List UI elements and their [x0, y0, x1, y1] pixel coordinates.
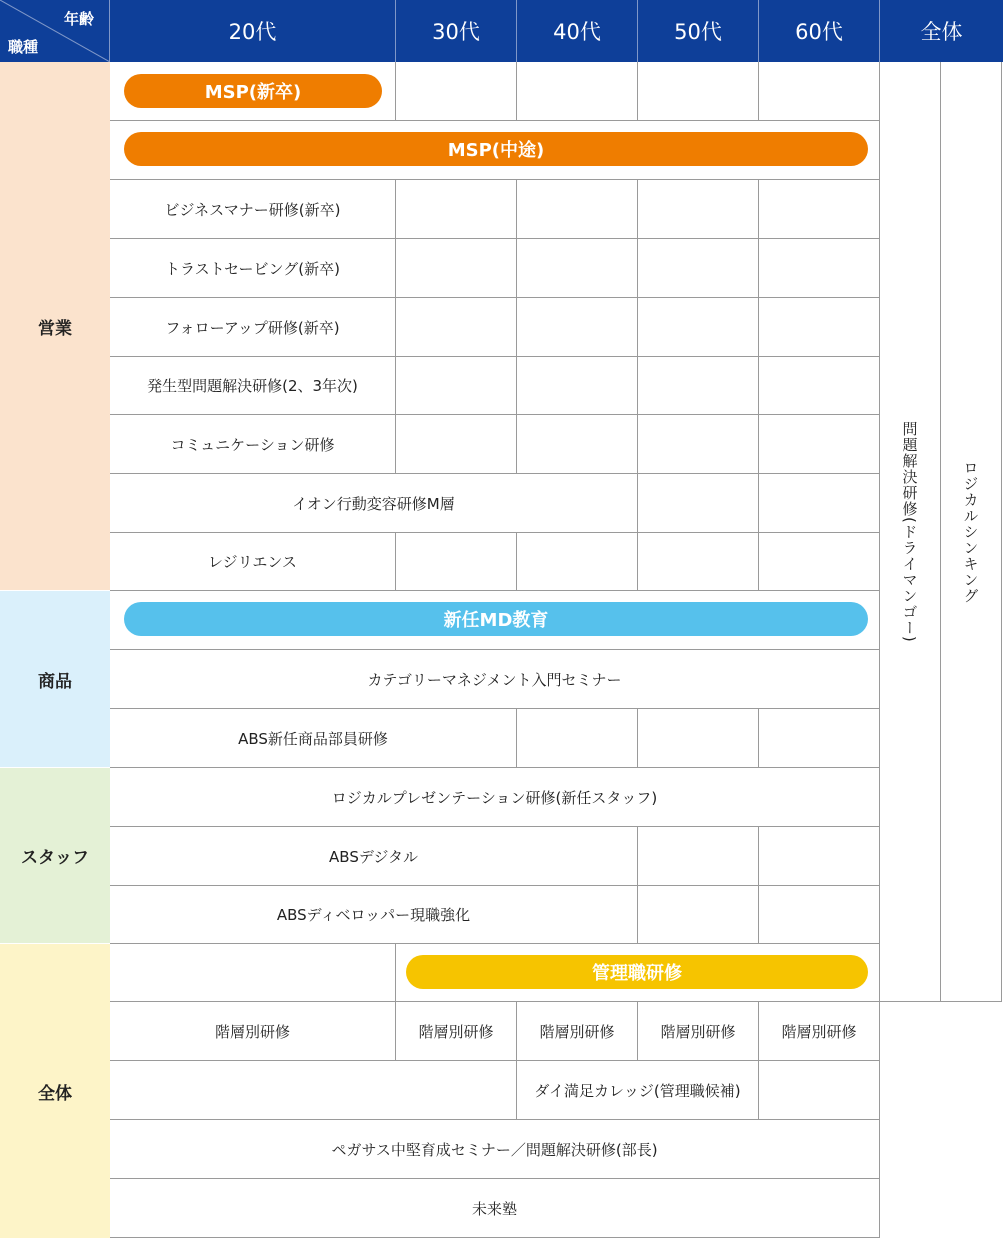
cell-r8-50s	[638, 474, 759, 533]
cell-r6-50s	[638, 357, 759, 415]
header-corner	[0, 0, 110, 62]
corner-age-label: 年齢	[64, 10, 95, 28]
row-problem-gen: 発生型問題解決研修(2、3年次)	[110, 357, 396, 415]
cell-r7-30s	[396, 415, 517, 474]
new-md-bar: 新任MD教育	[124, 602, 868, 636]
tier-training-20s: 階層別研修	[110, 1002, 396, 1061]
manager-training-bar: 管理職研修	[406, 955, 868, 989]
row-trust-saving: トラストセービング(新卒)	[110, 239, 396, 298]
cell-r12-60s	[759, 709, 880, 768]
cell-r1-40s	[517, 62, 638, 121]
header-20s: 20代	[110, 0, 396, 62]
header-40s: 40代	[517, 0, 638, 62]
cell-r3-50s	[638, 180, 759, 239]
cell-r3-60s	[759, 180, 880, 239]
cell-r9-60s	[759, 533, 880, 591]
cell-r4-50s	[638, 239, 759, 298]
row-logical-presentation: ロジカルプレゼンテーション研修(新任スタッフ)	[110, 768, 880, 827]
row-abs-developer: ABSディベロッパー現職強化	[110, 886, 638, 944]
cell-r9-40s	[517, 533, 638, 591]
cell-r7-50s	[638, 415, 759, 474]
tier-training-60s: 階層別研修	[759, 1002, 880, 1061]
header-all: 全体	[880, 0, 1003, 62]
tier-training-40s: 階層別研修	[517, 1002, 638, 1061]
row-category-mgmt: カテゴリーマネジメント入門セミナー	[110, 650, 880, 709]
row-aeon-behavior: イオン行動変容研修M層	[110, 474, 638, 533]
cell-r6-30s	[396, 357, 517, 415]
vertical-problem-solving: 問題解決研修(ドライマンゴー)	[880, 62, 941, 1002]
cell-r4-40s	[517, 239, 638, 298]
cell-r6-40s	[517, 357, 638, 415]
cell-r5-40s	[517, 298, 638, 357]
cell-r5-30s	[396, 298, 517, 357]
cell-r6-60s	[759, 357, 880, 415]
cell-r7-40s	[517, 415, 638, 474]
cell-r1-60s	[759, 62, 880, 121]
row-pegasus: ペガサス中堅育成セミナー／問題解決研修(部長)	[110, 1120, 880, 1179]
cell-r14-50s	[638, 827, 759, 886]
row-mirai: 未来塾	[110, 1179, 880, 1238]
header-60s: 60代	[759, 0, 880, 62]
cell-r15-50s	[638, 886, 759, 944]
category-product: 商品	[0, 591, 110, 768]
cell-r12-40s	[517, 709, 638, 768]
row-biz-manner: ビジネスマナー研修(新卒)	[110, 180, 396, 239]
row-communication: コミュニケーション研修	[110, 415, 396, 474]
cell-r4-60s	[759, 239, 880, 298]
row-resilience: レジリエンス	[110, 533, 396, 591]
cell-r3-40s	[517, 180, 638, 239]
cell-r1-30s	[396, 62, 517, 121]
cell-r16-20s	[110, 944, 396, 1002]
category-staff: スタッフ	[0, 768, 110, 944]
category-all: 全体	[0, 944, 110, 1238]
cell-r8-60s	[759, 474, 880, 533]
cell-r7-60s	[759, 415, 880, 474]
tier-training-30s: 階層別研修	[396, 1002, 517, 1061]
cell-r12-50s	[638, 709, 759, 768]
cell-r5-50s	[638, 298, 759, 357]
cell-r18-60s	[759, 1061, 880, 1120]
cell-r9-50s	[638, 533, 759, 591]
cell-r14-60s	[759, 827, 880, 886]
row-abs-product: ABS新任商品部員研修	[110, 709, 517, 768]
cell-r9-30s	[396, 533, 517, 591]
corner-job-label: 職種	[8, 38, 39, 56]
tier-training-50s: 階層別研修	[638, 1002, 759, 1061]
cell-r3-30s	[396, 180, 517, 239]
cell-r18-20s30s	[110, 1061, 517, 1120]
row-daimanzoku: ダイ満足カレッジ(管理職候補)	[517, 1061, 759, 1120]
msp-new-bar: MSP(新卒)	[124, 74, 382, 108]
header-30s: 30代	[396, 0, 517, 62]
cell-r1-50s	[638, 62, 759, 121]
row-follow-up: フォローアップ研修(新卒)	[110, 298, 396, 357]
vertical-logical-thinking: ロジカルシンキング	[941, 62, 1002, 1002]
cell-r4-30s	[396, 239, 517, 298]
msp-mid-bar: MSP(中途)	[124, 132, 868, 166]
cell-r15-60s	[759, 886, 880, 944]
category-sales: 営業	[0, 62, 110, 591]
cell-r5-60s	[759, 298, 880, 357]
row-abs-digital: ABSデジタル	[110, 827, 638, 886]
header-50s: 50代	[638, 0, 759, 62]
